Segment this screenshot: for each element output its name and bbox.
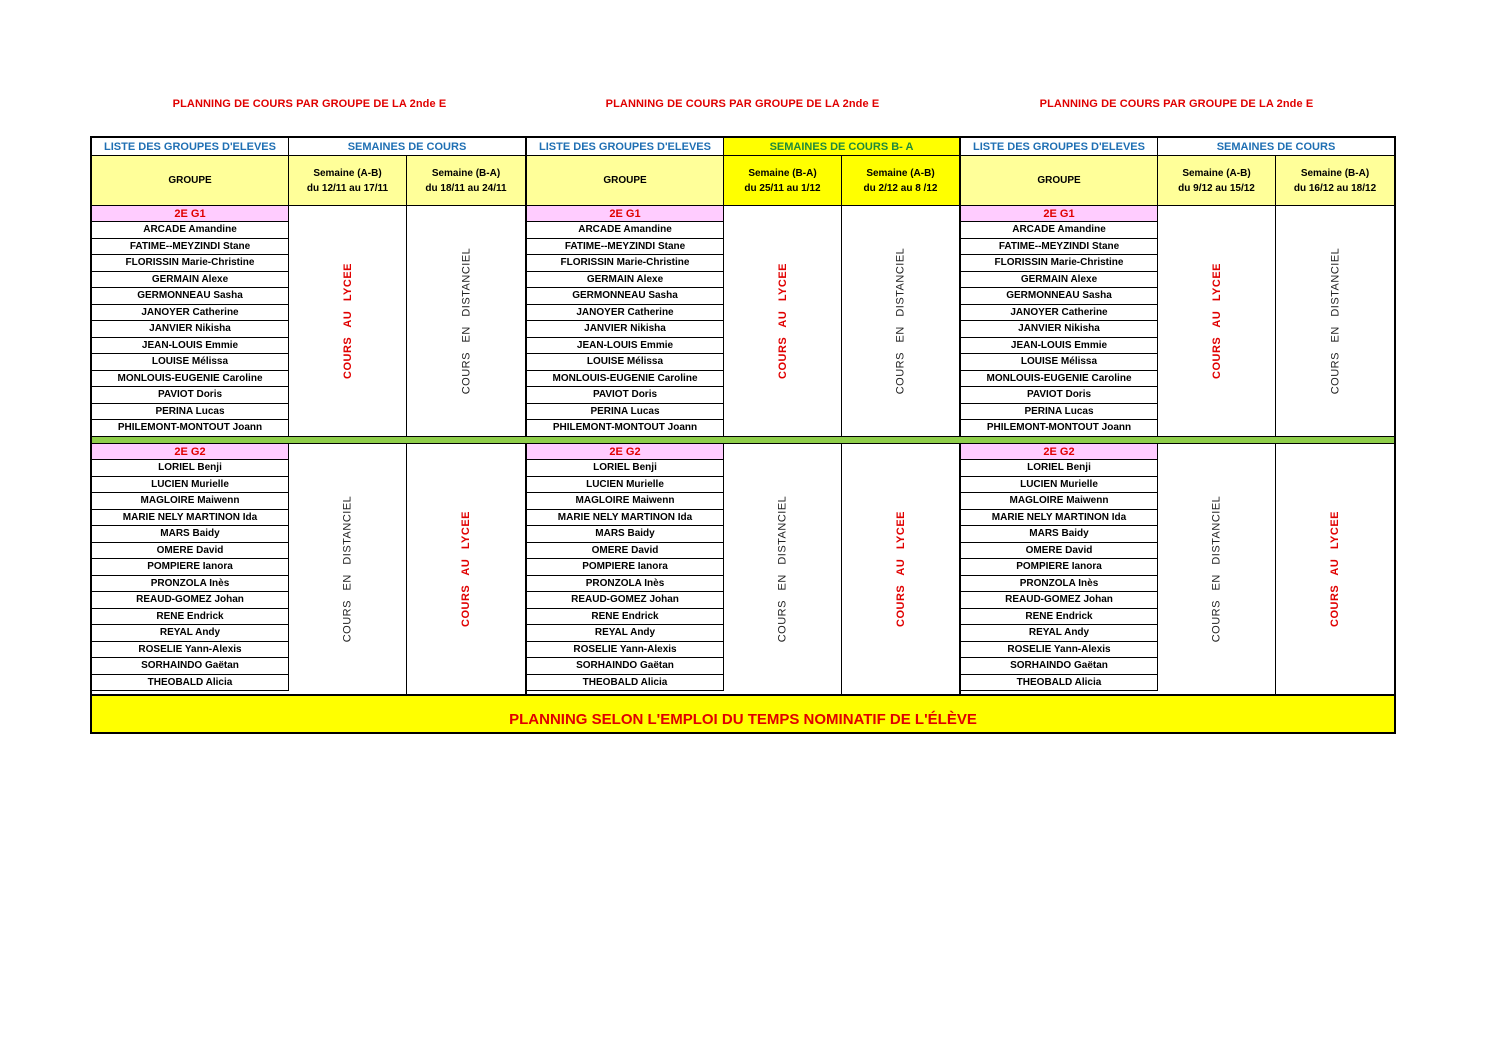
student-name: OMERE David [92,543,289,560]
week-label: Semaine (B-A) [1300,167,1370,179]
student-name: PHILEMONT-MONTOUT Joann [92,420,289,437]
student-name: THEOBALD Alicia [527,675,724,692]
mode-label: COURS AU LYCEE [459,511,472,627]
planning-block-3 [959,138,1394,694]
student-name: POMPIERE Ianora [961,559,1158,576]
mode-label: COURS EN DISTANCIEL [341,495,354,643]
group-label-g1: 2E G1 [92,206,289,222]
student-name: THEOBALD Alicia [961,675,1158,692]
page-title-2: PLANNING DE COURS PAR GROUPE DE LA 2nde E [605,98,880,110]
list-header: LISTE DES GROUPES D'ELEVES [92,138,289,156]
group-column-header: GROUPE [92,156,289,206]
student-name: PRONZOLA Inès [961,576,1158,593]
student-name: REAUD-GOMEZ Johan [92,592,289,609]
student-name: MARS Baidy [961,526,1158,543]
student-name: LOUISE Mélissa [92,354,289,371]
student-name: PRONZOLA Inès [527,576,724,593]
student-name: MARS Baidy [527,526,724,543]
student-name: JANOYER Catherine [961,305,1158,322]
g1-week-2-mode [1276,206,1394,436]
group-column-header: GROUPE [527,156,724,206]
week-label: Semaine (A-B) [1182,167,1251,179]
student-name: MARS Baidy [92,526,289,543]
g2-week-2-mode [1276,444,1394,694]
student-name: PHILEMONT-MONTOUT Joann [961,420,1158,437]
student-name: LORIEL Benji [527,460,724,477]
group-label-g2: 2E G2 [961,444,1158,460]
mode-label: COURS EN DISTANCIEL [1329,247,1341,395]
student-name: JEAN-LOUIS Emmie [527,338,724,355]
student-name: ROSELIE Yann-Alexis [92,642,289,659]
student-name: MARIE NELY MARTINON Ida [961,510,1158,527]
student-name: ARCADE Amandine [92,222,289,239]
student-name: JANOYER Catherine [92,305,289,322]
student-name: LOUISE Mélissa [961,354,1158,371]
planning-table [90,136,1396,734]
g1-week-1-mode [289,206,407,436]
week-header-2 [842,156,959,206]
student-name: JANVIER Nikisha [92,321,289,338]
weeks-header: SEMAINES DE COURS [289,138,525,156]
student-name: MARIE NELY MARTINON Ida [527,510,724,527]
student-name: MONLOUIS-EUGENIE Caroline [92,371,289,388]
student-name: MONLOUIS-EUGENIE Caroline [527,371,724,388]
mode-label: COURS AU LYCEE [341,263,354,379]
g1-week-2-mode [407,206,525,436]
student-name: GERMAIN Alexe [961,272,1158,289]
student-name: FLORISSIN Marie-Christine [961,255,1158,272]
week-header-2 [1276,156,1394,206]
student-name: JEAN-LOUIS Emmie [92,338,289,355]
student-name: ARCADE Amandine [527,222,724,239]
student-name: PERINA Lucas [527,404,724,421]
student-name: GERMONNEAU Sasha [527,288,724,305]
week-label: Semaine (A-B) [313,167,382,179]
student-name: GERMAIN Alexe [527,272,724,289]
g1-week-1-mode [724,206,842,436]
student-name: MAGLOIRE Maiwenn [961,493,1158,510]
student-name: LOUISE Mélissa [527,354,724,371]
mode-label: COURS AU LYCEE [894,511,907,627]
student-name: MAGLOIRE Maiwenn [92,493,289,510]
group-label-g2: 2E G2 [527,444,724,460]
student-name: RENE Endrick [92,609,289,626]
week-header-1 [724,156,842,206]
planning-block-1 [92,138,525,694]
student-name: MARIE NELY MARTINON Ida [92,510,289,527]
week-dates: du 16/12 au 18/12 [1293,182,1377,194]
week-label: Semaine (B-A) [748,167,817,179]
group-column-header: GROUPE [961,156,1158,206]
student-name: FATIME--MEYZINDI Stane [961,239,1158,256]
student-name: MONLOUIS-EUGENIE Caroline [961,371,1158,388]
weeks-header: SEMAINES DE COURS [1158,138,1394,156]
week-header-1 [1158,156,1276,206]
student-name: REAUD-GOMEZ Johan [527,592,724,609]
week-dates: du 2/12 au 8 /12 [863,182,938,194]
mode-label: COURS EN DISTANCIEL [894,247,907,395]
student-name: LORIEL Benji [92,460,289,477]
week-dates: du 25/11 au 1/12 [744,182,821,194]
student-name: POMPIERE Ianora [92,559,289,576]
student-name: SORHAINDO Gaëtan [92,658,289,675]
student-name: MAGLOIRE Maiwenn [527,493,724,510]
student-name: PERINA Lucas [92,404,289,421]
student-name: OMERE David [961,543,1158,560]
student-name: JANOYER Catherine [527,305,724,322]
group-label-g1: 2E G1 [961,206,1158,222]
student-name: PHILEMONT-MONTOUT Joann [527,420,724,437]
mode-label: COURS AU LYCEE [776,263,789,379]
week-label: Semaine (A-B) [866,167,935,179]
student-name: PERINA Lucas [961,404,1158,421]
week-label: Semaine (B-A) [431,167,501,179]
student-name: PAVIOT Doris [961,387,1158,404]
student-name: SORHAINDO Gaëtan [961,658,1158,675]
mode-label: COURS AU LYCEE [1328,511,1341,627]
g1-week-1-mode [1158,206,1276,436]
student-name: LUCIEN Murielle [92,477,289,494]
student-name: GERMONNEAU Sasha [961,288,1158,305]
student-name: OMERE David [527,543,724,560]
mode-label: COURS EN DISTANCIEL [460,247,472,395]
list-header: LISTE DES GROUPES D'ELEVES [527,138,724,156]
student-name: REYAL Andy [92,625,289,642]
week-dates: du 9/12 au 15/12 [1178,182,1255,194]
weeks-header: SEMAINES DE COURS B- A [724,138,959,156]
student-name: ROSELIE Yann-Alexis [961,642,1158,659]
page-title-3: PLANNING DE COURS PAR GROUPE DE LA 2nde E [1039,98,1314,110]
student-name: SORHAINDO Gaëtan [527,658,724,675]
week-dates: du 12/11 au 17/11 [306,182,389,194]
planning-block-2 [525,138,959,694]
student-name: ROSELIE Yann-Alexis [527,642,724,659]
g2-week-1-mode [1158,444,1276,694]
footer-banner: PLANNING SELON L'EMPLOI DU TEMPS NOMINATIF DE L'ÉLÈVE [92,694,1394,732]
student-name: FLORISSIN Marie-Christine [527,255,724,272]
student-name: ARCADE Amandine [961,222,1158,239]
student-name: FATIME--MEYZINDI Stane [527,239,724,256]
mode-label: COURS AU LYCEE [1210,263,1223,379]
g2-week-1-mode [289,444,407,694]
student-name: REYAL Andy [961,625,1158,642]
week-header-2 [407,156,525,206]
student-name: THEOBALD Alicia [92,675,289,692]
group-separator [92,436,1394,444]
g2-week-1-mode [724,444,842,694]
student-name: RENE Endrick [961,609,1158,626]
g1-week-2-mode [842,206,959,436]
student-name: PAVIOT Doris [92,387,289,404]
student-name: FATIME--MEYZINDI Stane [92,239,289,256]
g2-week-2-mode [407,444,525,694]
student-name: LUCIEN Murielle [961,477,1158,494]
g2-week-2-mode [842,444,959,694]
student-name: GERMAIN Alexe [92,272,289,289]
student-name: RENE Endrick [527,609,724,626]
student-name: JANVIER Nikisha [961,321,1158,338]
list-header: LISTE DES GROUPES D'ELEVES [961,138,1158,156]
student-name: REAUD-GOMEZ Johan [961,592,1158,609]
student-name: POMPIERE Ianora [527,559,724,576]
week-dates: du 18/11 au 24/11 [425,182,507,194]
student-name: JANVIER Nikisha [527,321,724,338]
student-name: PRONZOLA Inès [92,576,289,593]
mode-label: COURS EN DISTANCIEL [1210,495,1223,643]
student-name: LORIEL Benji [961,460,1158,477]
group-label-g1: 2E G1 [527,206,724,222]
student-name: LUCIEN Murielle [527,477,724,494]
student-name: GERMONNEAU Sasha [92,288,289,305]
student-name: FLORISSIN Marie-Christine [92,255,289,272]
student-name: REYAL Andy [527,625,724,642]
page-title-1: PLANNING DE COURS PAR GROUPE DE LA 2nde E [172,98,447,110]
mode-label: COURS EN DISTANCIEL [776,495,789,643]
group-label-g2: 2E G2 [92,444,289,460]
week-header-1 [289,156,407,206]
student-name: JEAN-LOUIS Emmie [961,338,1158,355]
student-name: PAVIOT Doris [527,387,724,404]
